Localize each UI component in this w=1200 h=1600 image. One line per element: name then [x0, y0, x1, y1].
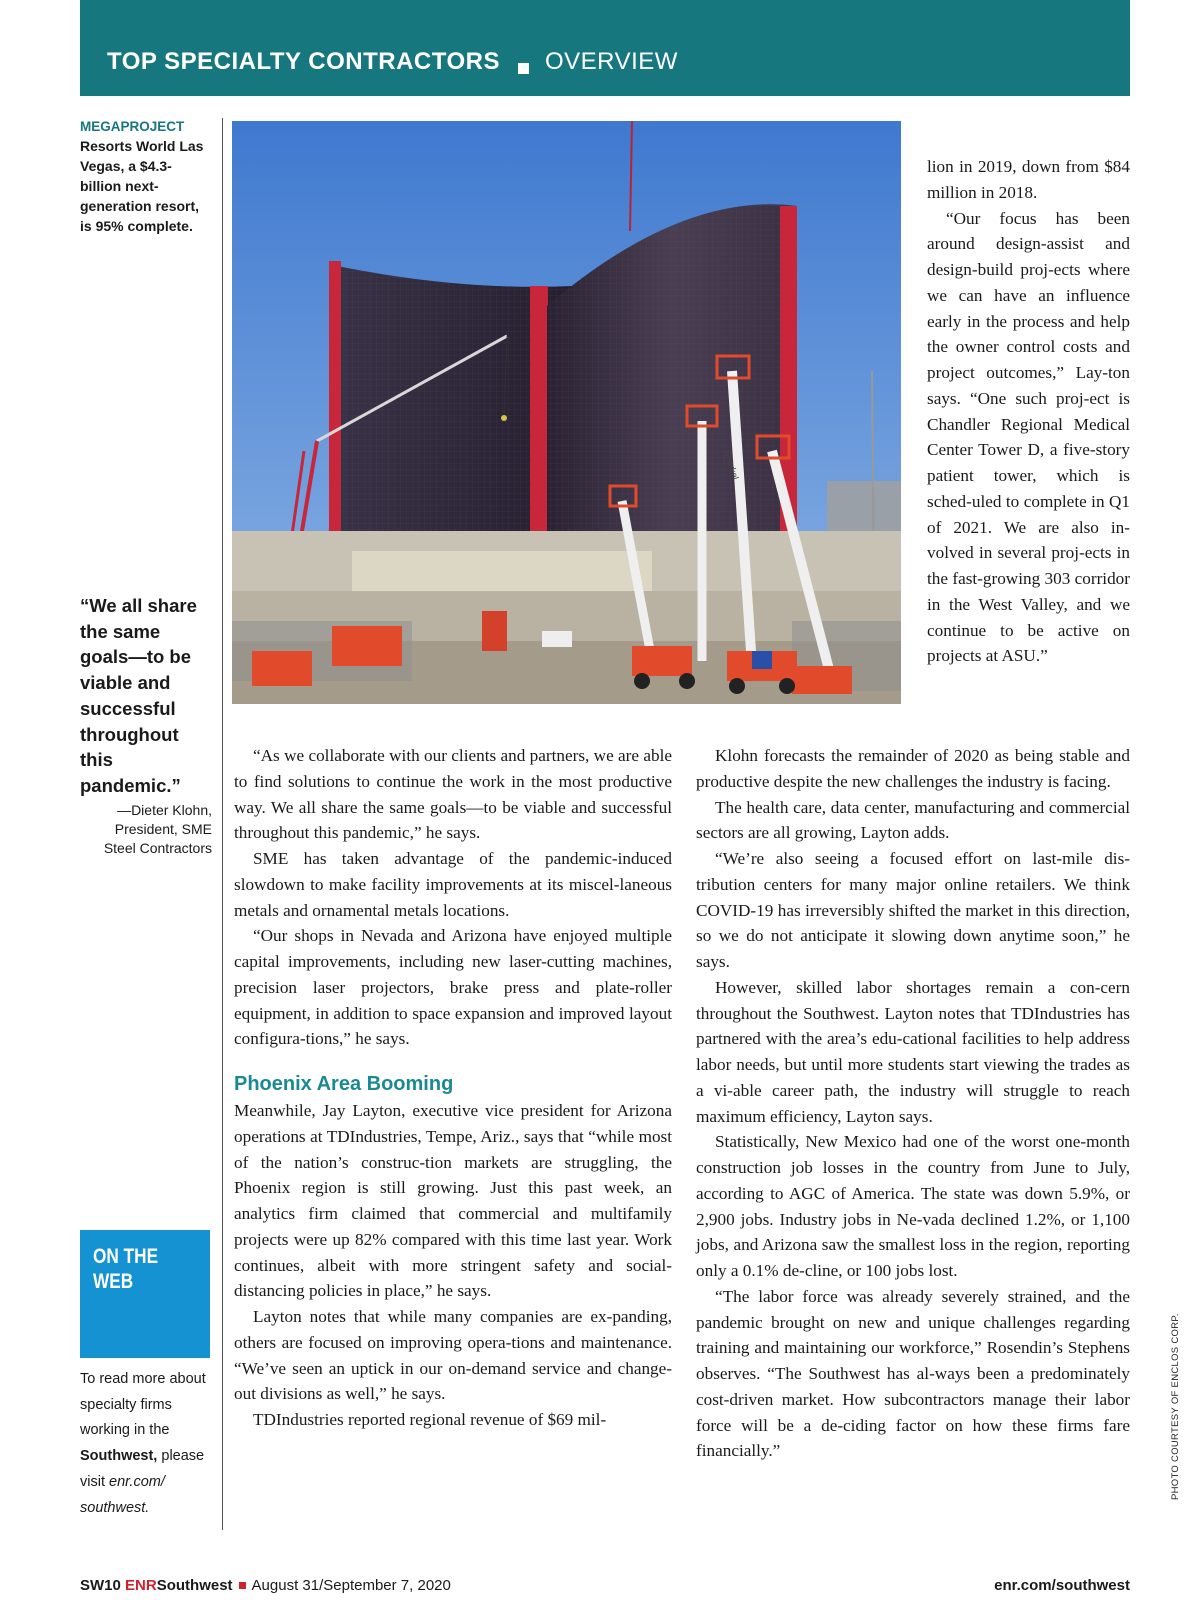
- on-the-web-box: [80, 1230, 210, 1358]
- paragraph: “The labor force was already severely strained, and the pandemic brought on new and unique challenges regarding training and maintaining our workforce,” Rosendin’s Stephens observes. “The Southwest has al-ways been a predominately cost-driven market. How subcontractors manage their labor force will be a de-ciding factor on how these firms fare financially.”: [696, 1286, 1130, 1461]
- pull-quote-text: “We all share the same goals—to be viable and successful throughout this pandemic.”: [80, 595, 197, 796]
- paragraph: “Our focus has been around design-assist and design-build proj-ects where we can have an influence early in the process and help the owner control costs and project outcomes,” Lay-ton says. “One such proj-ect is Chandler Regional Medical Center Tower D, a five-story patient tower, which is sched-uled to complete in Q1 of 2021. We are also in-volved in several proj-ects in the fast-growing 303 corridor in the West Valley, and we continue to be active on projects at ASU.”: [927, 208, 1130, 666]
- section-title: TOP SPECIALTY CONTRACTORS: [107, 48, 500, 75]
- photo-caption: [80, 118, 210, 236]
- construction-photo: [232, 121, 901, 704]
- photo-credit: PHOTO COURTESY OF ENCLOS CORP.: [1170, 1313, 1181, 1500]
- paragraph: “We’re also seeing a focused effort on last-mile dis-tribution centers for many major online retailers. We think COVID-19 has irreversibly shifted the market in this direction, so we do not anticipate it slowing down anytime soon,” he says.: [696, 849, 1130, 971]
- paragraph: Layton notes that while many companies are ex-panding, others are focused on improving opera-tions and maintenance. “We’ve seen an uptick in our on-demand service and change-out divisions as well,” he says.: [234, 1307, 672, 1404]
- footer-brand-enr: ENR: [125, 1577, 157, 1594]
- page-number: SW10: [80, 1577, 121, 1594]
- caption-text: Resorts World Las Vegas, a $4.3-billion next-generation resort, is 95% complete.: [80, 138, 204, 234]
- article-column-top-right: [927, 154, 1130, 669]
- web-text-visit: please visit: [80, 1448, 205, 1490]
- paragraph: Klohn forecasts the remainder of 2020 as being stable and productive despite the new challenges the industry is facing.: [696, 746, 1130, 791]
- paragraph: TDIndustries reported regional revenue of $69 mil-: [253, 1410, 607, 1429]
- paragraph: Statistically, New Mexico had one of the worst one-month construction job losses in the country from June to July, according to AGC of America. The state was down 5.9%, or 2,900 jobs. Industry jobs in Ne-vada declined 1.2%, or 1,100 jobs, and Arizona saw the smallest loss in the region, reporting only a 0.1% de-cline, or 100 jobs lost.: [696, 1132, 1130, 1280]
- issue-date: August 31/September 7, 2020: [251, 1577, 451, 1594]
- column-divider: [222, 118, 223, 1530]
- paragraph: Meanwhile, Jay Layton, executive vice president for Arizona operations at TDIndustries, Tempe, Ariz., says that “while most of the nation’s construc-tion markets are struggling, the Phoenix region is still growing. Just this past week, an analytics firm claimed that commercial and multifamily projects were up 82% compared with this time last year. Work continues, albeit with more stringent safety and social-distancing policies in place,” he says.: [234, 1101, 672, 1301]
- paragraph: SME has taken advantage of the pandemic-induced slowdown to make facility improvements at its miscel-laneous metals and ornamental metals locations.: [234, 849, 672, 920]
- separator-square: [518, 63, 529, 74]
- footer-separator: [239, 1582, 246, 1589]
- article-column-right: [696, 743, 1130, 1464]
- paragraph: lion in 2019, down from $84 million in 2018.: [927, 157, 1130, 202]
- on-the-web-text: [80, 1367, 220, 1521]
- web-link[interactable]: enr.com/ southwest.: [80, 1473, 165, 1516]
- pull-quote-attribution: —Dieter Klohn, President, SME Steel Contractors: [103, 801, 212, 856]
- caption-kicker: MEGAPROJECT: [80, 119, 185, 134]
- paragraph: “As we collaborate with our clients and partners, we are able to find solutions to continue the work in the most productive way. We all share the same goals—to be viable and successful throughout this pandemic,” he says.: [234, 746, 672, 843]
- web-text-region: Southwest,: [80, 1448, 158, 1465]
- on-the-web-title-1: ON THE: [93, 1245, 159, 1268]
- paragraph: The health care, data center, manufacturing and commercial sectors are all growing, Layton adds.: [696, 797, 1130, 843]
- paragraph: “Our shops in Nevada and Arizona have enjoyed multiple capital improvements, including new laser-cutting machines, precision laser projectors, brake press and plate-roller equipment, in addition to space expansion and improved layout configura-tions,” he says.: [234, 926, 672, 1049]
- footer-url[interactable]: enr.com/southwest: [994, 1577, 1130, 1594]
- section-header: [80, 0, 1130, 96]
- section-subtitle: OVERVIEW: [545, 48, 678, 75]
- web-text-intro: To read more about specialty firms working in the: [80, 1371, 206, 1439]
- lift-brand-label: Snorkel: [722, 448, 741, 481]
- subhead: Phoenix Area Booming: [234, 1073, 454, 1095]
- pull-quote: [80, 593, 212, 858]
- on-the-web-title-2: WEB: [93, 1270, 134, 1293]
- page-footer: [80, 1577, 1130, 1597]
- paragraph: However, skilled labor shortages remain a con-cern throughout the Southwest. Layton notes that TDIndustries has partnered with the area’s edu-cational facilities to help address labor needs, but until more students start viewing the trades as a vi-able career path, the industry will struggle to reach maximum efficiency, Layton says.: [696, 977, 1130, 1126]
- article-column-middle: [234, 743, 672, 1433]
- footer-brand-southwest: Southwest: [156, 1577, 233, 1594]
